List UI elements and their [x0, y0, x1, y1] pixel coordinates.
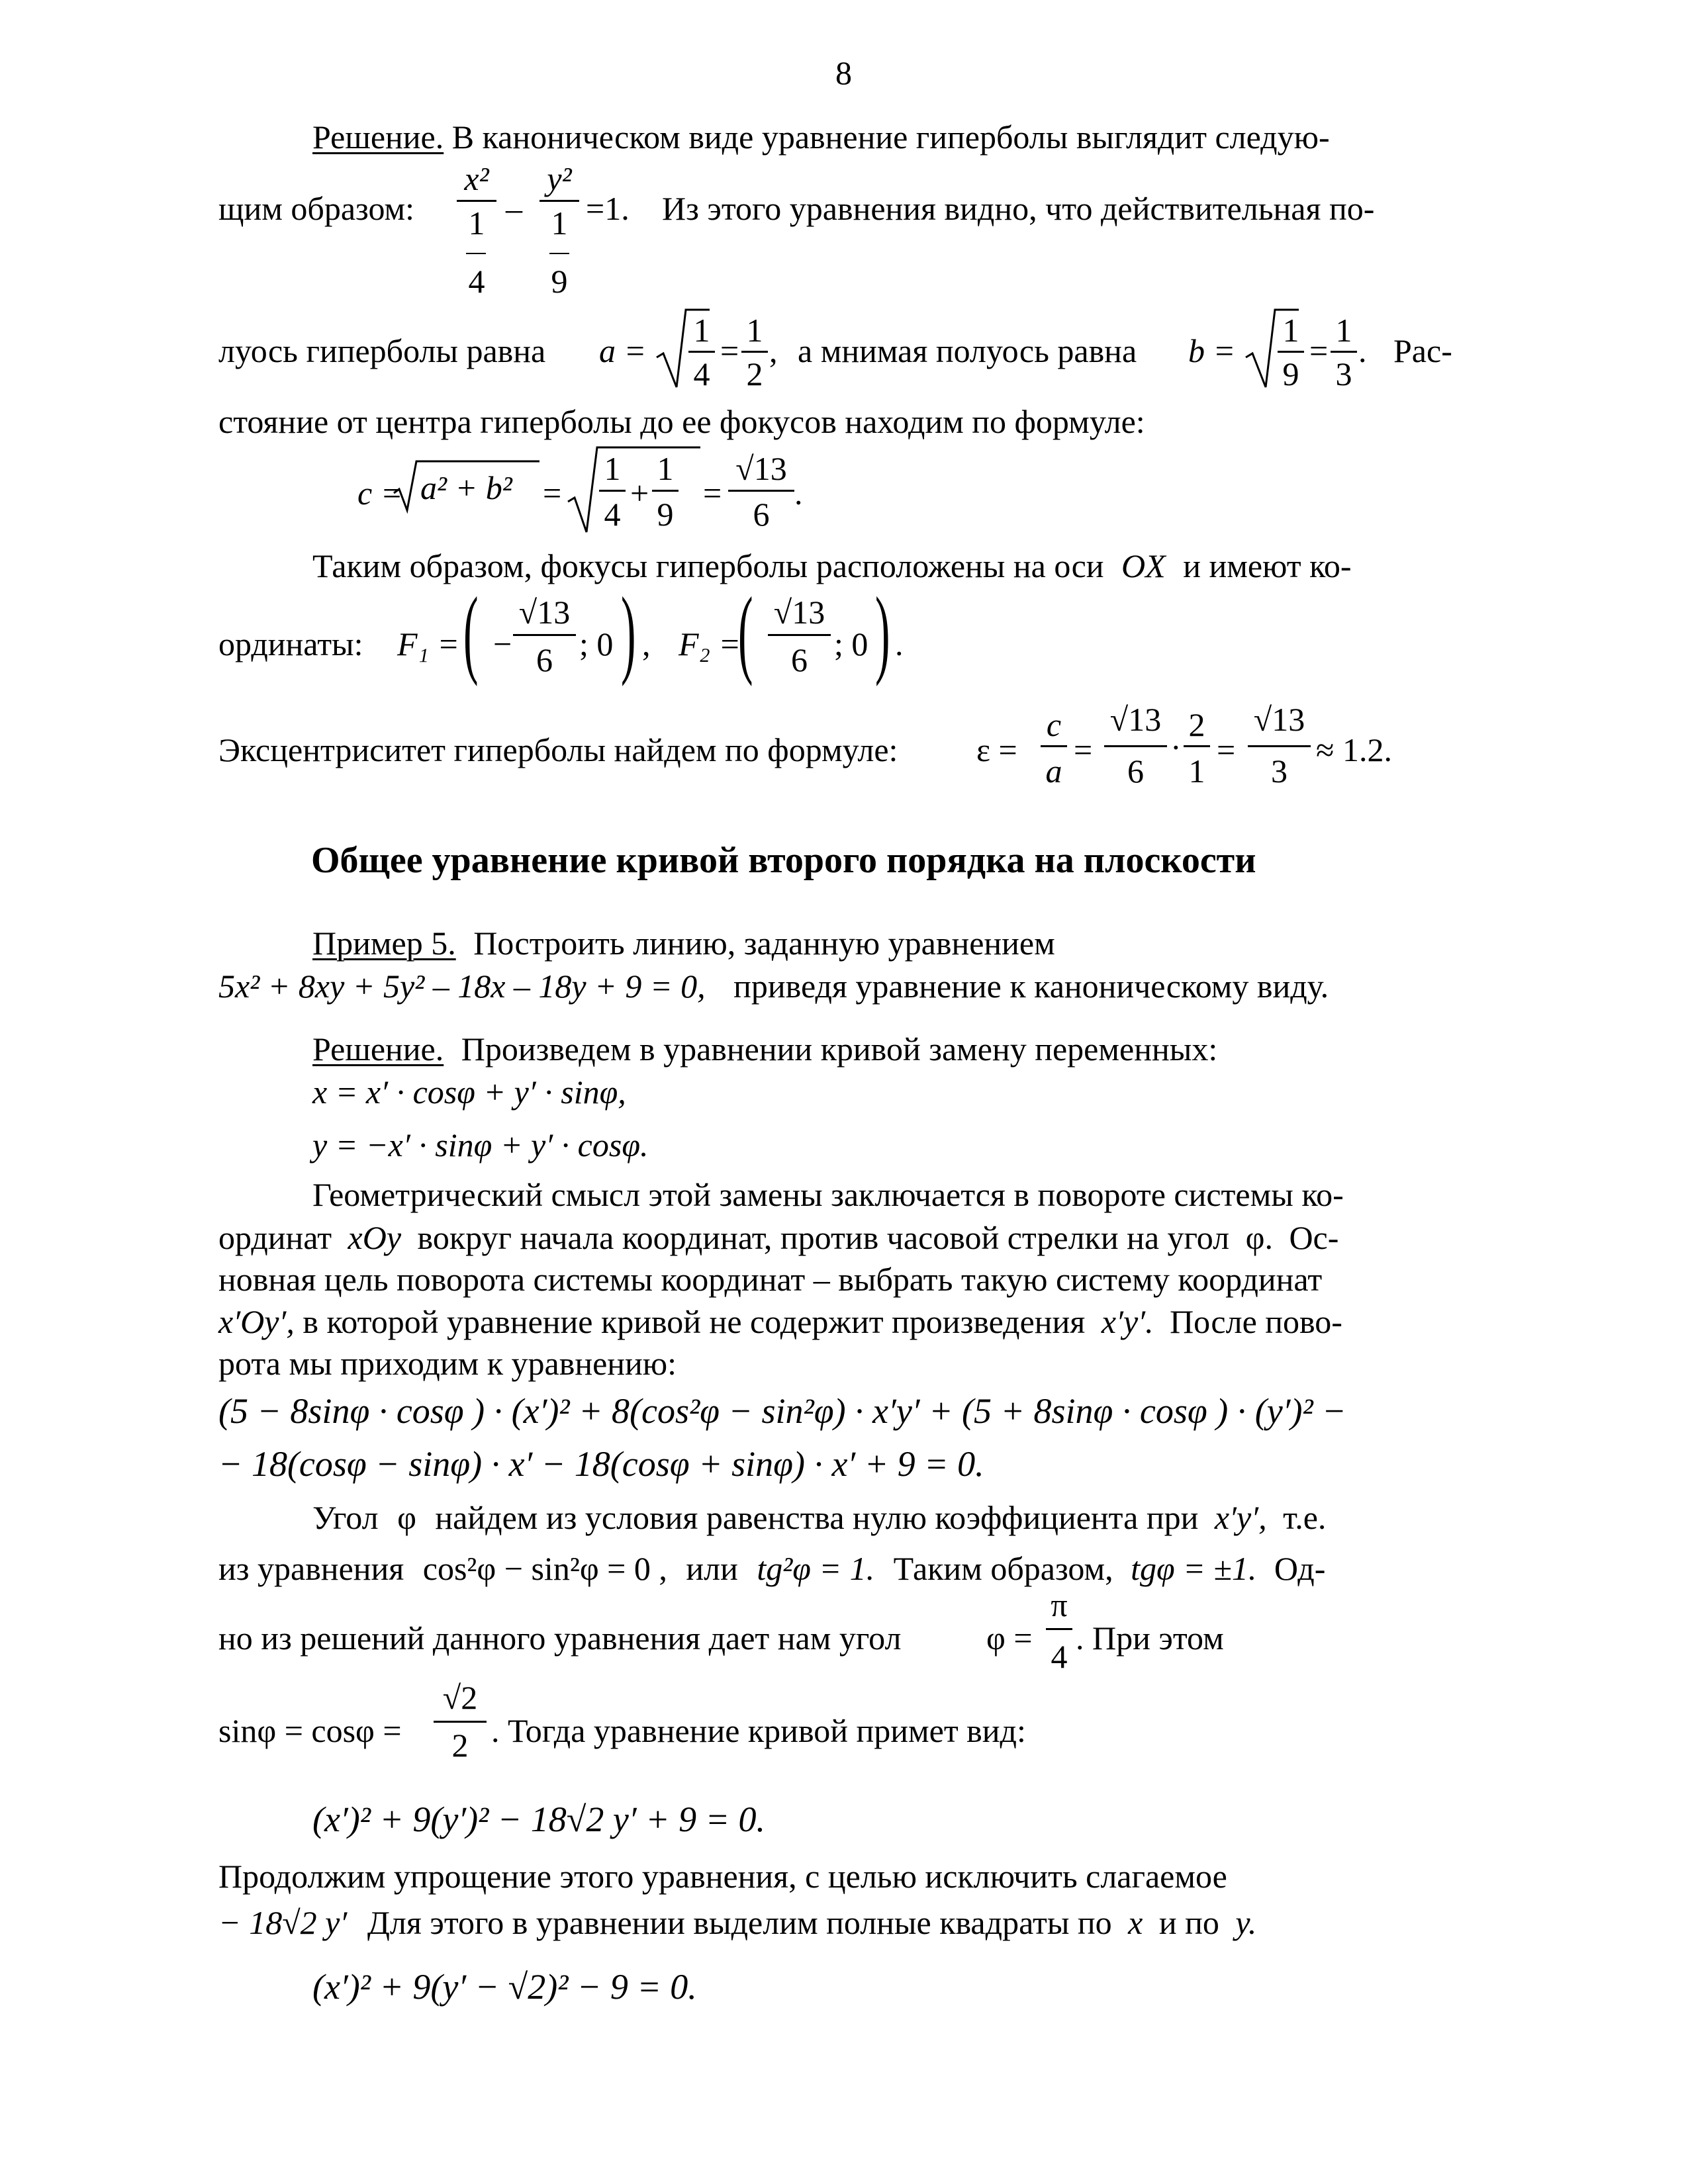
f2-num: √13	[773, 594, 825, 631]
b-rden: 3	[1335, 355, 1352, 392]
solution-line2-end: Из этого уравнения видно, что действительная по-	[662, 190, 1375, 227]
p2-text-b: вокруг начала координат, против часовой стрелки на угол	[417, 1219, 1230, 1256]
substitution-x: x = x′ · cosφ + y′ · sinφ,	[312, 1073, 626, 1111]
paragraph-line2	[218, 1221, 1338, 1254]
final-equation: (x′)² + 9(y′ − √2)² − 9 = 0.	[312, 1967, 697, 2007]
ecc-eq1: =	[1074, 731, 1093, 768]
p4-var: x′Oy′,	[218, 1303, 295, 1340]
ecc-d1: 6	[1127, 752, 1144, 790]
solution-line3-end: Рас-	[1393, 332, 1452, 369]
c-lhs: c =	[357, 475, 403, 512]
p11-text: Для этого в уравнении выделим полные квадраты по	[367, 1904, 1112, 1941]
c-rden: 6	[753, 496, 770, 533]
f2-lhs: F₂ =	[679, 625, 741, 662]
f2-rest: ; 0	[834, 625, 868, 662]
p7-text-c: Таким образом,	[893, 1550, 1113, 1587]
ecc-d3: 3	[1271, 752, 1288, 790]
a-eq: =	[720, 332, 739, 369]
b-bar	[1278, 351, 1304, 353]
a-rden: 2	[746, 355, 763, 392]
p7-eq1: cos²φ − sin²φ = 0 ,	[422, 1550, 667, 1587]
a-den: 4	[693, 355, 710, 392]
f1-minus: −	[493, 625, 512, 662]
canon-eq: =1.	[586, 190, 630, 227]
solution-intro-line	[312, 120, 1330, 154]
c-bar2	[652, 490, 679, 492]
p8-den: 4	[1051, 1638, 1068, 1675]
canon-y2: y²	[547, 160, 572, 197]
p2-var: xOy	[348, 1219, 402, 1256]
p11-term: − 18√2 y′	[218, 1904, 348, 1941]
canon-bar-1	[457, 200, 496, 202]
paragraph-line8-a: но из решений данного уравнения дает нам угол	[218, 1619, 902, 1657]
p9-den: 2	[451, 1727, 469, 1764]
b-eq: =	[1309, 332, 1329, 369]
p9-bar	[434, 1721, 487, 1723]
f2-rparen: )	[875, 577, 890, 687]
example-text: Построить линию, заданную уравнением	[473, 925, 1055, 962]
ecc-d2: 1	[1188, 752, 1205, 790]
example-line	[312, 927, 1055, 960]
p4-var2: x′y′.	[1101, 1303, 1154, 1340]
curve-equation: (x′)² + 9(y′)² − 18√2 y′ + 9 = 0.	[312, 1799, 766, 1839]
b-num: 1	[1282, 312, 1299, 349]
p11-and: и по	[1158, 1904, 1219, 1941]
ecc-n1: √13	[1109, 701, 1162, 738]
c-n1: 1	[604, 450, 621, 487]
canon-one-2: 1	[551, 205, 568, 242]
canon-d2: 9	[551, 263, 568, 300]
f1-num: √13	[518, 594, 571, 631]
f1-tail: ,	[642, 625, 651, 662]
paragraph-line5: рота мы приходим к уравнению:	[218, 1345, 677, 1382]
ecc-bar0	[1041, 745, 1067, 747]
ecc-n2: 2	[1188, 706, 1205, 743]
a-rnum: 1	[746, 312, 763, 349]
paragraph-line6	[312, 1501, 1326, 1534]
p7-eq3: tgφ = ±1.	[1131, 1550, 1257, 1587]
p8-text-b: . При этом	[1076, 1619, 1224, 1657]
section-heading: Общее уравнение кривой второго порядка на плоскости	[311, 840, 1256, 881]
c-bar1	[599, 490, 626, 492]
canon-minus: –	[506, 190, 522, 227]
p6-text-a: Угол	[312, 1499, 379, 1536]
c-eq1: =	[543, 475, 562, 512]
canon-d1: 4	[468, 263, 485, 300]
ecc-c: c	[1046, 706, 1062, 743]
solution-line3-a: луось гиперболы равна	[218, 332, 546, 369]
solution2-line	[312, 1032, 1217, 1066]
solution-line2-start: щим образом:	[218, 190, 415, 227]
c-tail: .	[794, 475, 803, 512]
p4-text: в которой уравнение кривой не содержит произведения	[303, 1303, 1086, 1340]
p6-phi: φ	[397, 1499, 416, 1536]
ecc-text: Эксцентриситет гиперболы найдем по формуле:	[218, 731, 898, 768]
f2-lparen: (	[738, 577, 753, 687]
c-d1: 4	[604, 496, 621, 533]
p6-var: x′y′,	[1214, 1499, 1267, 1536]
canon-x2: x²	[464, 160, 489, 197]
ecc-bar1	[1104, 745, 1167, 747]
ecc-bar2	[1184, 745, 1210, 747]
ecc-n3: √13	[1253, 701, 1305, 738]
page-number: 8	[835, 54, 852, 91]
c-d2: 9	[657, 496, 674, 533]
f2-den: 6	[791, 641, 808, 678]
p8-bar	[1046, 1628, 1072, 1630]
paragraph-line4	[218, 1305, 1342, 1338]
a-tail: ,	[769, 332, 778, 369]
example-equation: 5x² + 8xy + 5y² – 18x – 18y + 9 = 0,	[218, 968, 706, 1005]
solution-label: Решение.	[312, 118, 444, 156]
p9-text: . Тогда уравнение кривой примет вид:	[491, 1712, 1026, 1749]
p8-num: π	[1051, 1586, 1068, 1623]
c-rnum: √13	[735, 450, 787, 487]
f1-rparen: )	[621, 577, 636, 687]
p7-eq2: tg²φ = 1.	[757, 1550, 875, 1587]
b-rbar	[1331, 351, 1357, 353]
canon-one-1: 1	[468, 205, 485, 242]
f1-rest: ; 0	[579, 625, 614, 662]
ecc-bar3	[1248, 745, 1311, 747]
a-rbar	[741, 351, 768, 353]
p7-end: Од-	[1274, 1550, 1326, 1587]
canon-subbar-2	[549, 253, 569, 254]
example-equation-tail: приведя уравнение к каноническому виду.	[733, 968, 1329, 1005]
p4-end: После пово-	[1170, 1303, 1342, 1340]
solution-line4: стояние от центра гиперболы до ее фокусов находим по формуле:	[218, 403, 1145, 440]
solution-line6: ординаты:	[218, 625, 363, 662]
substitution-y: y = −x′ · sinφ + y′ · cosφ.	[312, 1126, 649, 1163]
b-rnum: 1	[1335, 312, 1352, 349]
p2-end: Ос-	[1289, 1219, 1339, 1256]
p11-y: y.	[1235, 1904, 1257, 1941]
b-lhs: b =	[1188, 332, 1236, 369]
paragraph-line10: Продолжим упрощение этого уравнения, с целью исключить слагаемое	[218, 1858, 1227, 1895]
paragraph-line3: новная цель поворота системы координат – выбрать такую систему координат	[218, 1261, 1323, 1298]
ecc-eps: ε =	[976, 731, 1017, 768]
f1-bar	[513, 634, 576, 636]
p2-phi: φ.	[1245, 1219, 1273, 1256]
canon-subbar-1	[466, 253, 486, 254]
big-equation-line1: (5 − 8sinφ · cosφ ) · (x′)² + 8(cos²φ − sin²φ) · x′y′ + (5 + 8sinφ · cosφ ) · (y′)² −	[218, 1391, 1346, 1431]
line5-text: Таким образом, фокусы гиперболы расположены на оси	[312, 547, 1104, 584]
p2-text-a: ординат	[218, 1219, 332, 1256]
f2-tail: .	[895, 625, 904, 662]
p7-text-a: из уравнения	[218, 1550, 404, 1587]
a-num: 1	[693, 312, 710, 349]
ecc-a: a	[1045, 752, 1062, 790]
c-eq2: =	[703, 475, 722, 512]
solution-intro-text: В каноническом виде уравнение гиперболы выглядит следую-	[451, 118, 1330, 156]
solution-line3-b: а мнимая полуось равна	[798, 332, 1137, 369]
p9-num: √2	[442, 1679, 478, 1716]
solution2-label: Решение.	[312, 1030, 444, 1068]
paragraph-line1: Геометрический смысл этой замены заключается в повороте системы ко-	[312, 1176, 1344, 1213]
paragraph-line7	[218, 1552, 1325, 1585]
p8-phi: φ =	[986, 1619, 1033, 1657]
b-tail: .	[1358, 332, 1367, 369]
c-plus: +	[630, 475, 649, 512]
ecc-dot: ·	[1170, 729, 1182, 766]
ecc-approx: ≈ 1.2.	[1316, 731, 1392, 768]
ox-axis: OX	[1121, 547, 1166, 584]
example-equation-line	[218, 970, 1329, 1003]
paragraph-line11	[218, 1906, 1256, 1939]
big-equation-line2: − 18(cosφ − sinφ) · x′ − 18(cosφ + sinφ) · x′ + 9 = 0.	[218, 1444, 984, 1484]
p6-text-b: найдем из условия равенства нулю коэффициента при	[435, 1499, 1199, 1536]
a-lhs: a =	[599, 332, 647, 369]
p11-x: x	[1128, 1904, 1143, 1941]
f1-lhs: F₁ =	[397, 625, 460, 662]
f2-bar	[768, 634, 831, 636]
c-radicand: a² + b²	[420, 469, 512, 506]
canon-bar-2	[539, 200, 579, 202]
b-den: 9	[1282, 355, 1299, 392]
p9-lhs: sinφ = cosφ =	[218, 1712, 402, 1749]
f1-den: 6	[536, 641, 553, 678]
p7-text-b: или	[686, 1550, 738, 1587]
c-rbar	[728, 490, 794, 492]
f1-lparen: (	[463, 577, 479, 687]
a-bar	[688, 351, 715, 353]
example-label: Пример 5.	[312, 925, 456, 962]
p6-end: т.е.	[1283, 1499, 1327, 1536]
c-n2: 1	[657, 450, 674, 487]
line5-end: и имеют ко-	[1183, 547, 1352, 584]
ecc-eq2: =	[1217, 731, 1236, 768]
solution2-text: Произведем в уравнении кривой замену переменных:	[461, 1030, 1218, 1068]
